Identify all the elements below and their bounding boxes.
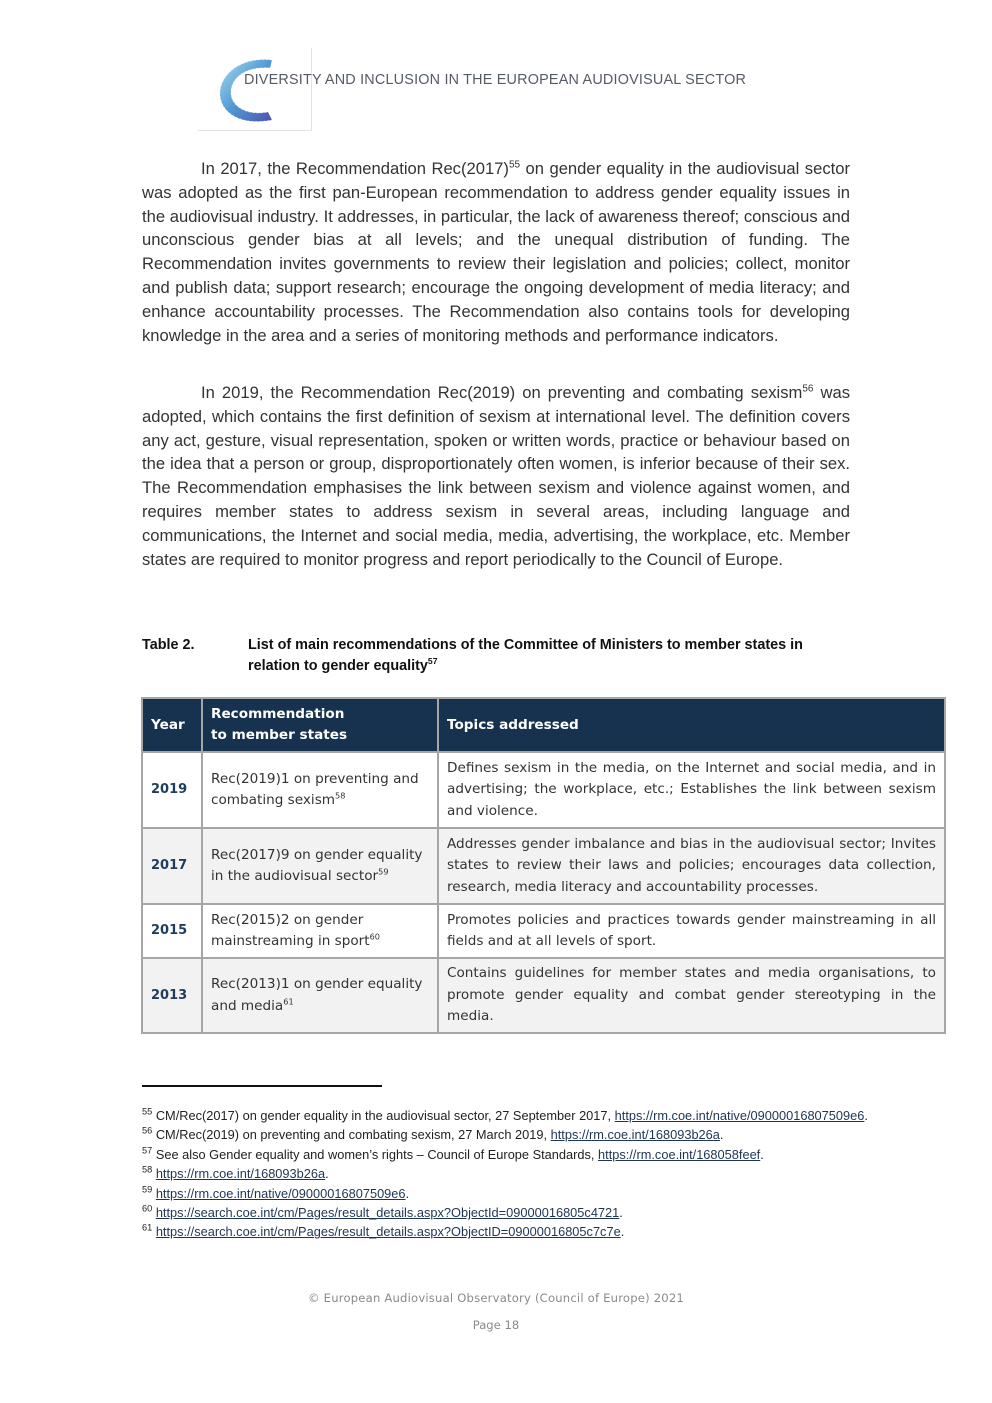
paragraph-text: was adopted, which contains the first definition of sexism at international level. The definition covers any act, gesture, visual representation, spoken or written words, practice or behaviour based on the idea that a person or group, disproportionately often women, is inferior because of their sex. The Recommendation emphasises the link between sexism and violence against women, and requires member states to address sexism in several areas, including language and communications, the Internet and social media, media, advertising, the workplace, etc. Member states are required to monitor progress and report periodically to the Council of Europe. [142, 383, 850, 569]
punctuation: . [760, 1146, 764, 1162]
recommendation-cell [202, 958, 438, 1033]
footnote-link[interactable]: https://rm.coe.int/native/09000016807509e6 [614, 1108, 865, 1123]
header-text: Recommendation [211, 706, 345, 722]
observatory-arc-logo-icon [212, 54, 282, 126]
footnote-number: 58 [142, 1164, 153, 1175]
table-row [142, 828, 945, 904]
footnote-link[interactable]: https://search.coe.int/cm/Pages/result_details.aspx?ObjectId=09000016805c4721 [155, 1205, 620, 1221]
footnote-number: 55 [142, 1106, 153, 1117]
footnote-number: 60 [142, 1203, 153, 1214]
table-label: Table 2. [142, 637, 195, 653]
year-cell: 2019 [142, 752, 202, 828]
observatory-logo [198, 48, 312, 131]
caption-text: List of main recommendations of the Committee of Ministers to member states in relation to gender equality [248, 637, 803, 674]
year-cell: 2015 [142, 904, 202, 958]
footnote-link[interactable]: https://rm.coe.int/168058feef [598, 1146, 761, 1162]
table-row [142, 752, 945, 828]
table-row [142, 904, 945, 958]
footnote-number: 56 [142, 1126, 153, 1137]
year-cell: 2017 [142, 828, 202, 904]
topics-cell: Defines sexism in the media, on the Internet and social media, and in advertising; the workplace, etc.; Establishes the link between sexism and violence. [438, 752, 945, 828]
paragraph-rec-2019 [142, 381, 850, 571]
punctuation: . [325, 1166, 329, 1182]
footnote-ref-58[interactable]: 58 [335, 790, 346, 801]
footnote-60 [142, 1203, 902, 1222]
footnote-text: CM/Rec(2019) on preventing and combating sexism, 27 March 2019, [155, 1127, 551, 1143]
recommendation-cell [202, 752, 438, 828]
punctuation: . [719, 1127, 724, 1143]
footnote-text: CM/Rec(2017) on gender equality in the audiovisual sector, 27 September 2017, [155, 1108, 615, 1123]
footnote-link[interactable]: https://rm.coe.int/168093b26a [550, 1127, 720, 1143]
table-header-row [142, 698, 945, 752]
paragraph-rec-2017 [142, 157, 850, 347]
footnote-57 [142, 1145, 902, 1164]
table-row [142, 958, 945, 1033]
footnote-ref-56[interactable]: 56 [802, 383, 814, 395]
footnote-55 [142, 1106, 902, 1125]
topics-cell: Promotes policies and practices towards gender mainstreaming in all fields and at all levels of sport. [438, 904, 945, 958]
document-title: DIVERSITY AND INCLUSION IN THE EUROPEAN AUDIOVISUAL SECTOR [244, 72, 747, 88]
footnote-61 [142, 1222, 902, 1241]
punctuation: . [619, 1205, 623, 1221]
footnote-text: See also Gender equality and women’s rights – Council of Europe Standards, [155, 1146, 599, 1162]
footnote-number: 61 [142, 1223, 153, 1234]
punctuation: . [864, 1108, 868, 1123]
paragraph-text: In 2017, the Recommendation Rec(2017) [201, 159, 509, 178]
punctuation: . [405, 1185, 410, 1201]
footnote-ref-59[interactable]: 59 [378, 866, 389, 877]
footnote-ref-55[interactable]: 55 [508, 159, 521, 171]
footnote-link[interactable]: https://rm.coe.int/168093b26a [155, 1166, 326, 1182]
topics-cell: Addresses gender imbalance and bias in the audiovisual sector; Invites states to review their laws and policies; encourages data collection, research, media literacy and accountability processes. [438, 828, 945, 904]
paragraph-text: on gender equality in the audiovisual sector was adopted as the first pan-European recommendation to address gender equality issues in the audiovisual industry. It addresses, in particular, the lack of awareness thereof; conscious and unconscious gender bias at all levels; and the unequal distribution of funding. The Recommendation invites governments to review their legislation and policies; collect, monitor and publish data; support research; encourage the ongoing development of media literacy; and enhance accountability processes. The Recommendation also contains tools for developing knowledge in the area and a series of monitoring methods and performance indicators. [142, 159, 850, 345]
recommendations-table [141, 697, 946, 1034]
footnote-link[interactable]: https://search.coe.int/cm/Pages/result_details.aspx?ObjectID=09000016805c7c7e [155, 1224, 621, 1240]
header-recommendation [202, 698, 438, 752]
paragraph-text: In 2019, the Recommendation Rec(2019) on preventing and combating sexism [201, 383, 803, 402]
footnote-number: 57 [142, 1145, 153, 1156]
recommendation-text: Rec(2015)2 on gender mainstreaming in sport [211, 911, 370, 949]
table-caption-text [248, 635, 848, 677]
year-cell: 2013 [142, 958, 202, 1033]
footnotes [142, 1106, 902, 1242]
footnote-59 [142, 1184, 902, 1203]
header-year: Year [142, 698, 202, 752]
page-number: Page 18 [472, 1318, 520, 1332]
footnote-58 [142, 1164, 902, 1183]
footnote-ref-61[interactable]: 61 [283, 995, 294, 1006]
recommendation-text: Rec(2013)1 on gender equality and media [211, 976, 423, 1014]
footnote-divider [142, 1085, 382, 1087]
recommendation-cell [202, 904, 438, 958]
recommendation-cell [202, 828, 438, 904]
footnote-number: 59 [142, 1184, 153, 1195]
header-text: to member states [211, 727, 348, 743]
punctuation: . [620, 1224, 625, 1240]
recommendation-text: Rec(2019)1 on preventing and combating sexism [211, 770, 419, 808]
footer-copyright: © European Audiovisual Observatory (Council of Europe) 2021 [307, 1291, 685, 1305]
topics-cell: Contains guidelines for member states and media organisations, to promote gender equality and combat gender stereotyping in the media. [438, 958, 945, 1033]
header-topics: Topics addressed [438, 698, 945, 752]
footnote-56 [142, 1125, 902, 1144]
page-header [198, 48, 758, 132]
footnote-ref-60[interactable]: 60 [369, 931, 380, 942]
footnote-ref-57[interactable]: 57 [427, 656, 438, 667]
footnote-link[interactable]: https://rm.coe.int/native/09000016807509e6 [155, 1185, 406, 1201]
recommendation-text: Rec(2017)9 on gender equality in the audiovisual sector [211, 846, 423, 884]
